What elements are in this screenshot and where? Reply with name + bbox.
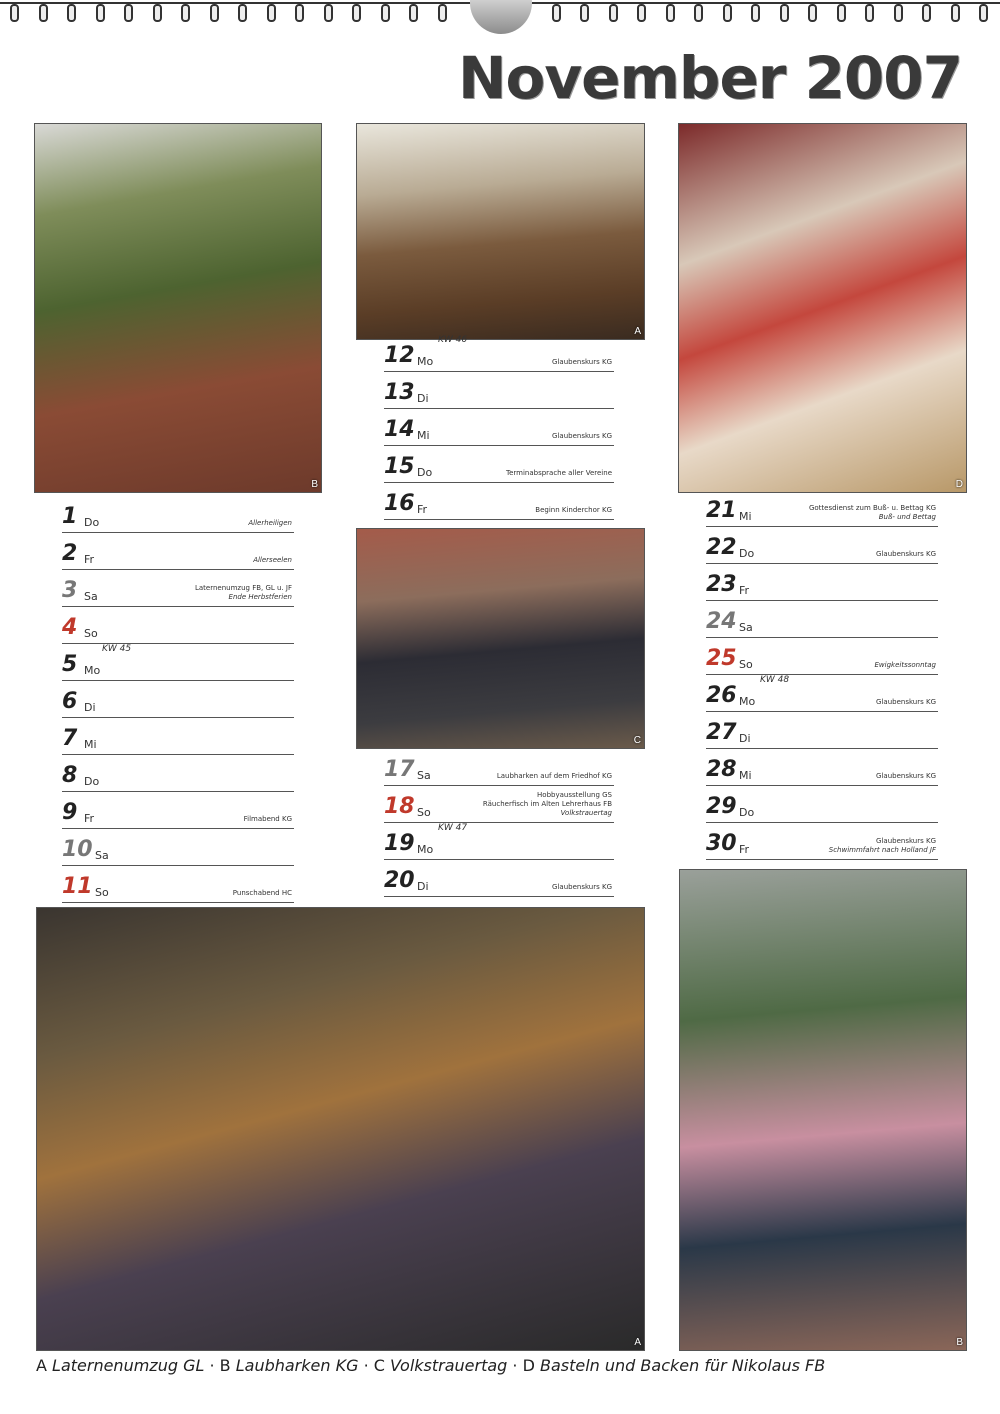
binding-ring	[124, 4, 133, 22]
day-row	[706, 603, 938, 638]
day-event	[874, 661, 936, 670]
weekday: So	[739, 658, 753, 671]
event-line: Glaubenskurs KG	[876, 698, 936, 706]
day-row	[706, 677, 938, 712]
event-line: Laubharken auf dem Friedhof KG	[496, 772, 612, 780]
weekday: So	[95, 886, 109, 899]
day-number: 30	[706, 831, 737, 856]
caption-text: Laternenumzug GL	[52, 1356, 205, 1375]
day-row	[384, 337, 614, 372]
day-event	[248, 519, 292, 528]
calendar-week: KW 46	[438, 335, 468, 345]
day-event	[535, 506, 612, 515]
day-row	[384, 374, 614, 409]
day-row	[706, 788, 938, 823]
binding-ring	[438, 4, 447, 22]
day-row	[384, 485, 614, 520]
binding-ring	[210, 4, 219, 22]
day-row	[62, 757, 294, 792]
day-number: 4	[62, 615, 78, 640]
event-line: Glaubenskurs KG	[876, 772, 936, 780]
binding-ring	[637, 4, 646, 22]
caption-text: Basteln und Backen für Nikolaus FB	[539, 1356, 826, 1375]
day-number: 8	[62, 763, 78, 788]
event-line: Beginn Kinderchor KG	[535, 506, 612, 514]
day-number: 15	[384, 454, 415, 479]
weekday: Mo	[84, 664, 101, 677]
caption-letter: C	[373, 1356, 391, 1375]
weekday: Fr	[417, 503, 428, 516]
day-event	[233, 889, 292, 898]
caption-separator: ·	[507, 1356, 523, 1375]
photo-caption	[36, 1356, 825, 1375]
page-title: November 2007	[457, 44, 962, 112]
day-event	[809, 504, 936, 522]
weekday: Di	[417, 392, 429, 405]
binding-ring	[865, 4, 874, 22]
day-event	[506, 469, 612, 478]
binding-ring	[894, 4, 903, 22]
day-number: 1	[62, 504, 78, 529]
event-line: Räucherfisch im Alten Lehrerhaus FB	[482, 800, 612, 808]
photo-letter: A	[634, 326, 641, 337]
photo-basteln-backen	[678, 123, 967, 493]
weekday: Mo	[739, 695, 756, 708]
day-number: 9	[62, 800, 78, 825]
day-number: 20	[384, 868, 415, 893]
day-event	[876, 698, 936, 707]
weekday: Sa	[417, 769, 431, 782]
day-row	[384, 862, 614, 897]
day-row	[62, 831, 294, 866]
weekday: Di	[417, 880, 429, 893]
day-number: 24	[706, 609, 737, 634]
event-line: Buß- und Bettag	[878, 513, 936, 521]
binding-ring	[922, 4, 931, 22]
weekday: Mi	[84, 738, 97, 751]
weekday: Sa	[739, 621, 753, 634]
day-row	[62, 535, 294, 570]
weekday: Mi	[417, 429, 430, 442]
weekday: Fr	[84, 553, 95, 566]
caption-letter: B	[219, 1356, 236, 1375]
binding-ring	[96, 4, 105, 22]
weekday: Do	[84, 516, 100, 529]
day-row	[706, 640, 938, 675]
day-row	[706, 566, 938, 601]
day-number: 23	[706, 572, 737, 597]
binding-ring	[324, 4, 333, 22]
binding-ring	[694, 4, 703, 22]
spiral-binding	[0, 0, 1000, 34]
weekday: Sa	[95, 849, 109, 862]
day-number: 25	[706, 646, 737, 671]
day-row	[384, 448, 614, 483]
day-number: 14	[384, 417, 415, 442]
day-number: 10	[62, 837, 93, 862]
day-event	[244, 815, 292, 824]
caption-separator: ·	[358, 1356, 374, 1375]
day-row	[706, 714, 938, 749]
binding-ring	[808, 4, 817, 22]
weekday: Sa	[84, 590, 98, 603]
photo-letter: C	[633, 735, 641, 746]
binding-ring	[780, 4, 789, 22]
binding-ring	[39, 4, 48, 22]
day-number: 6	[62, 689, 78, 714]
caption-text: Laubharken KG	[235, 1356, 359, 1375]
event-line: Ende Herbstferien	[228, 593, 292, 601]
binding-ring	[352, 4, 361, 22]
day-number: 7	[62, 726, 78, 751]
caption-letter: A	[36, 1356, 53, 1375]
photo-letter: B	[956, 1337, 963, 1348]
binding-ring	[67, 4, 76, 22]
caption-separator: ·	[204, 1356, 220, 1375]
day-row	[62, 794, 294, 829]
binding-ring	[837, 4, 846, 22]
event-line: Filmabend KG	[243, 815, 292, 823]
event-line: Hobbyausstellung GS	[537, 791, 612, 799]
weekday: Mo	[417, 843, 434, 856]
day-row	[384, 411, 614, 446]
day-event	[552, 883, 612, 892]
binding-ring	[666, 4, 675, 22]
binding-ring	[723, 4, 732, 22]
day-number: 22	[706, 535, 737, 560]
binding-ring	[580, 4, 589, 22]
weekday: Mi	[739, 769, 752, 782]
day-event	[876, 550, 936, 559]
event-line: Allerheiligen	[248, 519, 292, 527]
photo-laubharken-top	[34, 123, 322, 493]
day-event	[253, 556, 292, 565]
photo-laubharken-bottom	[679, 869, 967, 1351]
day-row	[384, 825, 614, 860]
weekday: So	[417, 806, 431, 819]
weekday: Do	[739, 547, 755, 560]
event-line: Laternenumzug FB, GL u. JF	[194, 584, 292, 592]
event-line: Ewigkeitssonntag	[874, 661, 936, 669]
weekday: Fr	[84, 812, 95, 825]
event-line: Allerseelen	[253, 556, 292, 564]
event-line: Gottesdienst zum Buß- u. Bettag KG	[808, 504, 936, 512]
event-line: Punschabend HC	[232, 889, 292, 897]
binding-ring	[181, 4, 190, 22]
day-row	[706, 825, 938, 860]
event-line: Schwimmfahrt nach Holland JF	[828, 846, 936, 854]
photo-letter: A	[634, 1337, 641, 1348]
caption-letter: D	[522, 1356, 540, 1375]
day-row	[384, 788, 614, 823]
day-row	[384, 751, 614, 786]
binding-ring	[295, 4, 304, 22]
calendar-week: KW 48	[760, 675, 790, 685]
day-row	[62, 609, 294, 644]
day-event	[552, 358, 612, 367]
day-row	[62, 498, 294, 533]
day-number: 2	[62, 541, 78, 566]
day-number: 19	[384, 831, 415, 856]
day-row	[62, 720, 294, 755]
binding-ring	[238, 4, 247, 22]
day-row	[706, 492, 938, 527]
binding-ring	[751, 4, 760, 22]
photo-letter: B	[311, 479, 318, 490]
weekday: Do	[417, 466, 433, 479]
day-number: 28	[706, 757, 737, 782]
event-line: Glaubenskurs KG	[552, 432, 612, 440]
weekday: So	[84, 627, 98, 640]
day-number: 29	[706, 794, 737, 819]
event-line: Glaubenskurs KG	[552, 358, 612, 366]
calendar-week: KW 45	[102, 644, 132, 654]
day-row	[706, 529, 938, 564]
day-number: 21	[706, 498, 737, 523]
day-number: 26	[706, 683, 737, 708]
weekday: Mi	[739, 510, 752, 523]
photo-letter: D	[955, 479, 963, 490]
photo-church-service	[356, 123, 645, 340]
event-line: Terminabsprache aller Vereine	[505, 469, 612, 477]
day-row	[62, 683, 294, 718]
day-number: 16	[384, 491, 415, 516]
day-row	[62, 572, 294, 607]
day-number: 12	[384, 343, 415, 368]
day-number: 3	[62, 578, 78, 603]
weekday: Fr	[739, 584, 750, 597]
day-event	[552, 432, 612, 441]
day-number: 18	[384, 794, 415, 819]
binding-ring	[951, 4, 960, 22]
binding-ring	[552, 4, 561, 22]
day-number: 27	[706, 720, 737, 745]
weekday: Do	[739, 806, 755, 819]
binding-ring	[267, 4, 276, 22]
calendar-week: KW 47	[438, 823, 468, 833]
photo-laternenumzug	[36, 907, 645, 1351]
day-number: 5	[62, 652, 78, 677]
caption-text: Volkstrauertag	[390, 1356, 508, 1375]
event-line: Glaubenskurs KG	[876, 837, 936, 845]
binding-ring	[609, 4, 618, 22]
day-number: 17	[384, 757, 415, 782]
weekday: Mo	[417, 355, 434, 368]
weekday: Di	[739, 732, 751, 745]
binding-ring	[153, 4, 162, 22]
day-event	[497, 772, 612, 781]
photo-volkstrauertag	[356, 528, 645, 749]
day-number: 11	[62, 874, 93, 899]
binding-ring	[10, 4, 19, 22]
day-number: 13	[384, 380, 415, 405]
day-row	[62, 646, 294, 681]
event-line: Volkstrauertag	[560, 809, 612, 817]
binding-ring	[979, 4, 988, 22]
day-event	[876, 772, 936, 781]
binding-ring	[409, 4, 418, 22]
day-row	[62, 868, 294, 903]
weekday: Fr	[739, 843, 750, 856]
day-event	[829, 837, 936, 855]
binding-ring	[381, 4, 390, 22]
hanger-hook	[470, 0, 532, 34]
day-row	[706, 751, 938, 786]
event-line: Glaubenskurs KG	[552, 883, 612, 891]
day-event	[483, 791, 612, 818]
day-event	[195, 584, 292, 602]
event-line: Glaubenskurs KG	[876, 550, 936, 558]
weekday: Di	[84, 701, 96, 714]
weekday: Do	[84, 775, 100, 788]
